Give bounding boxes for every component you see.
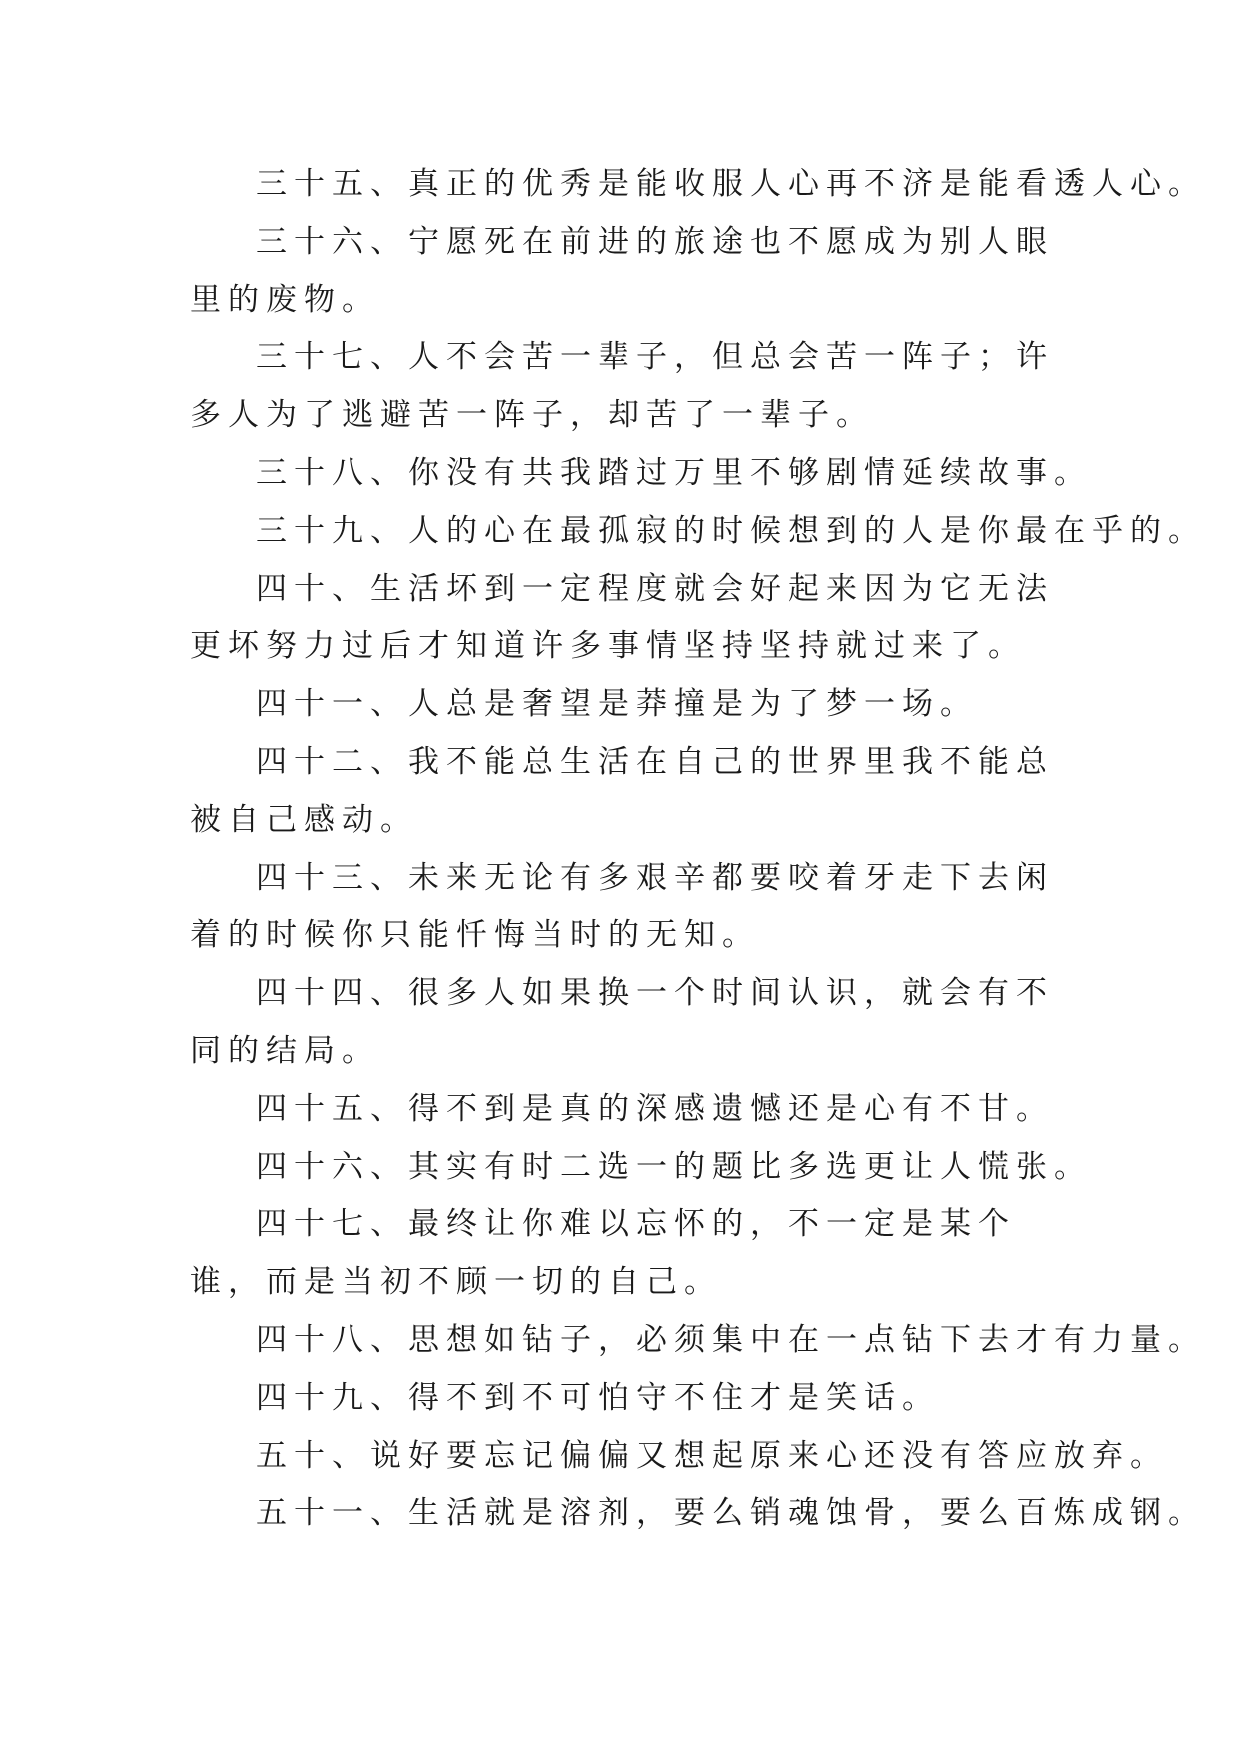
- paragraph-51: 五十一、生活就是溶剂，要么销魂蚀骨，要么百炼成钢。: [256, 1495, 1206, 1532]
- paragraph-50: 五十、说好要忘记偏偏又想起原来心还没有答应放弃。: [256, 1437, 1168, 1474]
- paragraph-35: 三十五、真正的优秀是能收服人心再不济是能看透人心。: [256, 166, 1206, 202]
- paragraph-44: 四十四、很多人如果换一个时间认识，就会有不同的结局。: [190, 975, 1054, 1069]
- paragraph-36: 三十六、宁愿死在前进的旅途也不愿成为别人眼里的废物。: [190, 223, 1054, 318]
- paragraph-45: 四十五、得不到是真的深感遗憾还是心有不甘。: [256, 1090, 1054, 1127]
- paragraph-39: 三十九、人的心在最孤寂的时候想到的人是你最在乎的。: [256, 512, 1206, 549]
- paragraph-41: 四十一、人总是奢望是莽撞是为了梦一场。: [256, 686, 978, 723]
- paragraph-42: 四十二、我不能总生活在自己的世界里我不能总被自己感动。: [190, 743, 1054, 838]
- paragraph-38: 三十八、你没有共我踏过万里不够剧情延续故事。: [256, 454, 1092, 491]
- paragraph-43: 四十三、未来无论有多艰辛都要咬着牙走下去闲着的时候你只能忏悔当时的无知。: [190, 859, 1054, 954]
- paragraph-47: 四十七、最终让你难以忘怀的，不一定是某个谁，而是当初不顾一切的自己。: [190, 1206, 1016, 1301]
- paragraph-40: 四十、生活坏到一定程度就会好起来因为它无法更坏努力过后才知道许多事情坚持坚持就过来了。: [190, 570, 1054, 665]
- paragraph-49: 四十九、得不到不可怕守不住才是笑话。: [256, 1379, 940, 1416]
- paragraph-37: 三十七、人不会苦一辈子，但总会苦一阵子；许多人为了逃避苦一阵子，却苦了一辈子。: [190, 339, 1054, 434]
- document-body: [190, 156, 1206, 1543]
- paragraph-46: 四十六、其实有时二选一的题比多选更让人慌张。: [256, 1148, 1092, 1185]
- paragraph-48: 四十八、思想如钻子，必须集中在一点钻下去才有力量。: [256, 1321, 1206, 1358]
